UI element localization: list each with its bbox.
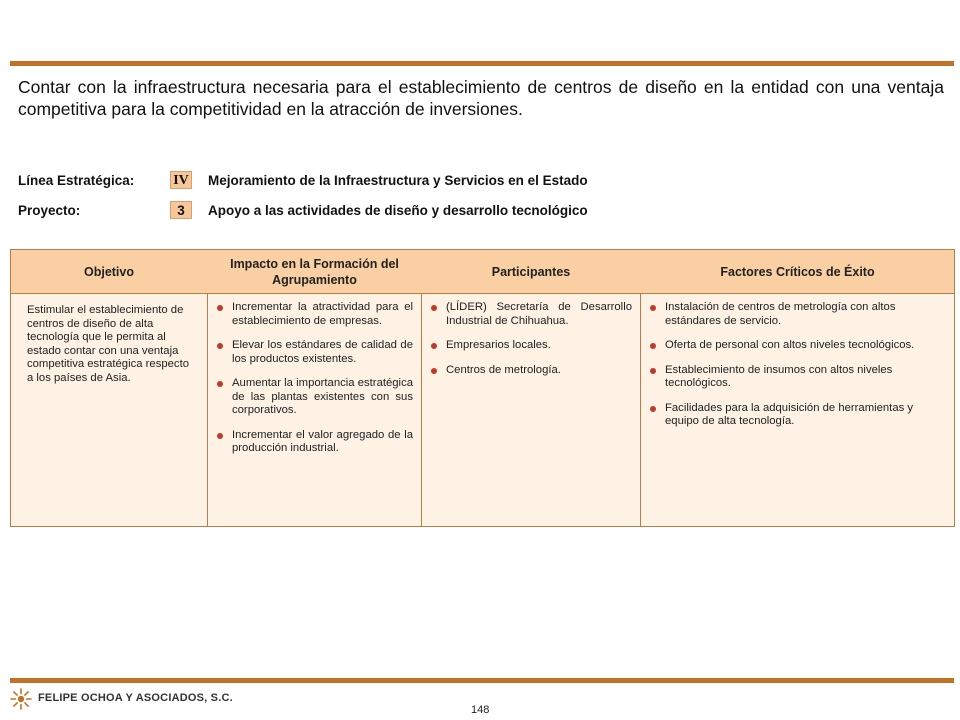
linea-badge: IV — [170, 171, 192, 189]
factor-item — [649, 301, 946, 328]
dot-bullet-icon — [650, 343, 656, 349]
proyecto-badge: 3 — [170, 201, 192, 219]
dot-bullet-icon — [431, 305, 437, 311]
header-participantes: Participantes — [491, 264, 571, 279]
strategy-table — [10, 249, 955, 527]
header-impacto: Impacto en la Formación del Agrupamiento — [230, 256, 399, 287]
header-factores: Factores Críticos de Éxito — [720, 264, 875, 279]
top-rule — [10, 61, 954, 66]
factor-item — [649, 402, 946, 429]
impacto-item — [216, 429, 413, 456]
participante-item — [430, 364, 632, 378]
proyecto-value: Apoyo a las actividades de diseño y desarrollo tecnológico — [208, 203, 588, 218]
sunburst-logo-icon — [9, 687, 33, 711]
footer-company-name: FELIPE OCHOA Y ASOCIADOS, S.C. — [38, 692, 233, 704]
cell-objetivo: Estimular el establecimiento de centros de diseño de alta tecnología que le permita al estado contar con una ventaja competitiva estratégica respecto a los países de Asia. — [27, 304, 190, 384]
participante-item-text: Centros de metrología. — [446, 363, 561, 376]
dot-bullet-icon — [650, 305, 656, 311]
participante-item-text: (LÍDER) Secretaría de Desarrollo Industrial de Chihuahua. — [446, 301, 632, 327]
header-objetivo: Objetivo — [83, 264, 134, 279]
bottom-rule — [10, 678, 954, 683]
dot-bullet-icon — [217, 433, 223, 439]
impacto-item — [216, 377, 413, 418]
participante-item — [430, 301, 632, 328]
linea-label: Línea Estratégica: — [18, 173, 135, 188]
cell-impacto — [208, 294, 421, 526]
page-number: 148 — [471, 704, 490, 716]
dot-bullet-icon — [217, 381, 223, 387]
dot-bullet-icon — [217, 305, 223, 311]
participante-item — [430, 339, 632, 353]
impacto-item — [216, 301, 413, 328]
dot-bullet-icon — [650, 406, 656, 412]
impacto-item-text: Incrementar el valor agregado de la producción industrial. — [232, 428, 413, 454]
factor-item — [649, 364, 946, 391]
dot-bullet-icon — [650, 368, 656, 374]
impacto-item-text: Aumentar la importancia estratégica de las plantas existentes con sus corporativos. — [232, 377, 413, 416]
factor-item-text: Oferta de personal con altos niveles tecnológicos. — [665, 339, 915, 351]
linea-value: Mejoramiento de la Infraestructura y Servicios en el Estado — [208, 173, 588, 188]
factor-item-text: Instalación de centros de metrología con altos estándares de servicio. — [665, 301, 896, 327]
participante-item-text: Empresarios locales. — [446, 339, 551, 351]
dot-bullet-icon — [431, 343, 437, 349]
intro-paragraph: Contar con la infraestructura necesaria para el establecimiento de centros de diseño en la entidad con una ventaja competitiva para la competitividad en la atracción de inversiones. — [18, 77, 944, 119]
impacto-item — [216, 339, 413, 366]
dot-bullet-icon — [431, 368, 437, 374]
cell-factores — [641, 294, 954, 526]
impacto-item-text: Elevar los estándares de calidad de los productos existentes. — [232, 339, 413, 365]
cell-participantes — [422, 294, 640, 526]
factor-item — [649, 339, 946, 353]
dot-bullet-icon — [217, 343, 223, 349]
factor-item-text: Establecimiento de insumos con altos niveles tecnológicos. — [665, 363, 893, 389]
proyecto-label: Proyecto: — [18, 203, 81, 218]
impacto-item-text: Incrementar la atractividad para el establecimiento de empresas. — [232, 301, 413, 327]
factor-item-text: Facilidades para la adquisición de herramientas y equipo de alta tecnología. — [665, 401, 914, 427]
table-header — [11, 250, 954, 294]
